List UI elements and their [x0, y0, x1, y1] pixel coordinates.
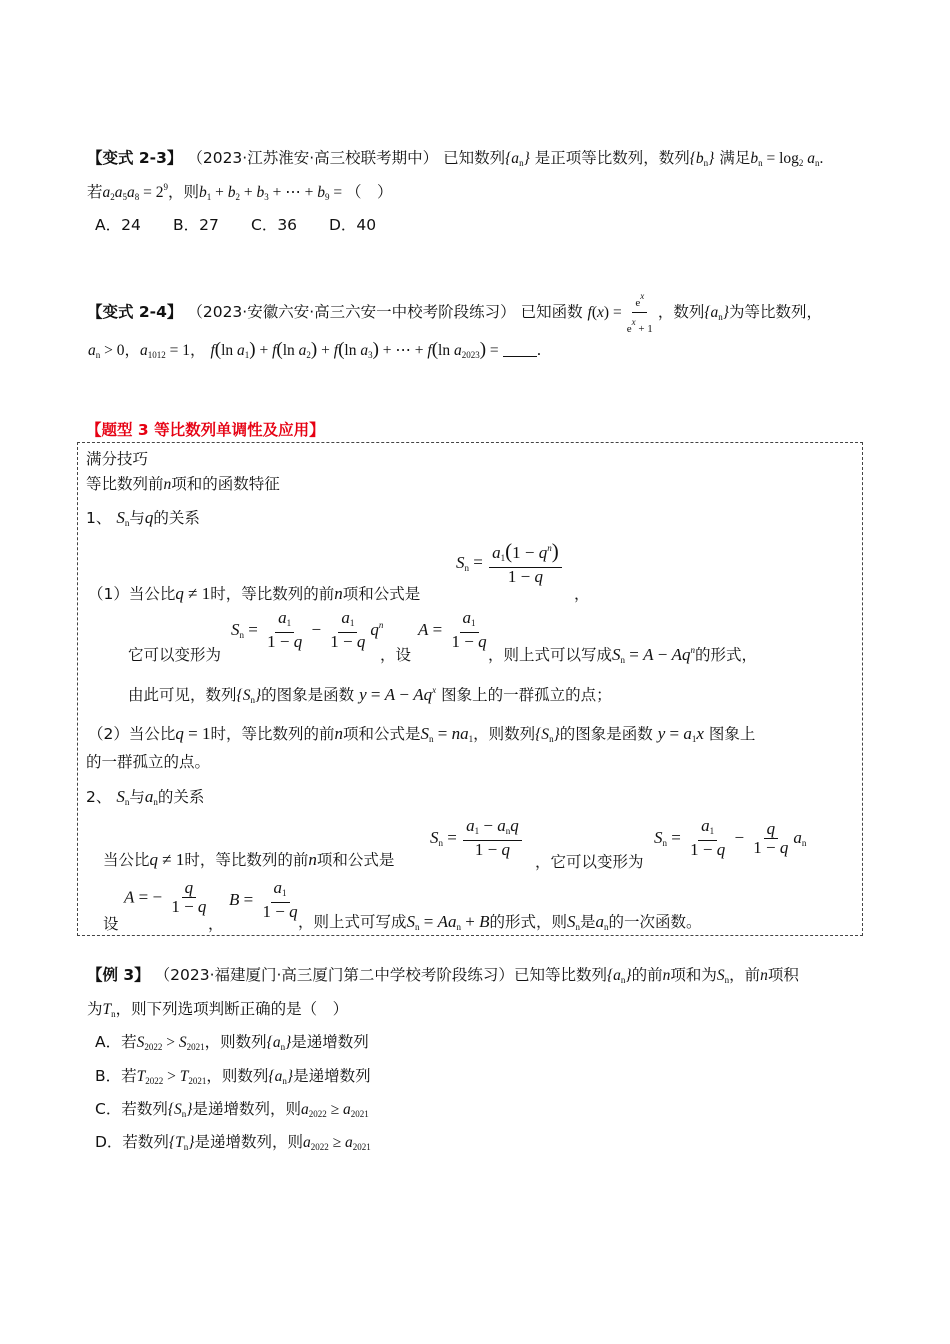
example-3-option-b[interactable]: B．若$T_{2022} > T_{2021}$，则数列$\{a_n\}$是递增数列 [95, 1067, 371, 1086]
variant-2-3-label: 【变式 2-3】 [87, 149, 183, 167]
example-3-option-d[interactable]: D．若数列$\{T_n\}$是递增数列，则$a_{2022} \ge a_{2021}$ [95, 1133, 371, 1152]
variant-2-3-option-d[interactable]: D．40 [329, 216, 377, 234]
transform-formula: $S_n$ = $\frac{a_1}{1 - q}$ − $\frac{a_1}{1 - q}$ $q^n$ [231, 608, 384, 651]
example-3-source: （2023·福建厦门·高三厦门第二中学校考阶段练习） [154, 966, 514, 984]
variant-2-4-line2: $a_n > 0$，$a_{1012} = 1$， f(ln $a_1) + f(\ln$ $a_2) + f(\ln$ $a_3$) + ⋯ + f(ln $a_{2023}$) = . [88, 339, 542, 360]
example-3-line2: 为$T_n$，则下列选项判断正确的是（ ） [87, 1000, 349, 1019]
box-subtitle: 等比数列前n项和的函数特征 [86, 475, 280, 493]
answer-blank[interactable] [503, 342, 537, 357]
variant-2-3-source: （2023·江苏淮安·高三校联考期中） [187, 149, 439, 167]
type3-title: 【题型 3 等比数列单调性及应用】 [86, 421, 325, 439]
variant-2-4-label: 【变式 2-4】 [87, 303, 183, 321]
example-3-line1: 【例 3】 （2023·福建厦门·高三厦门第二中学校考阶段练习）已知等比数列$\{a_n\}$的前n项和为$S_n$，前n项积 [87, 966, 799, 985]
variant-2-3-line1: 【变式 2-3】 （2023·江苏淮安·高三校联考期中） 已知数列$\{a_n\}$ 是正项等比数列，数列$\{b_n\}$ 满足$b_n = \log_2 a_n$. [87, 149, 824, 168]
transform-line: 它可以变形为 [128, 646, 222, 664]
variant-2-4-source: （2023·安徽六安·高三六安一中校考阶段练习） [187, 303, 516, 321]
example-3-label: 【例 3】 [87, 966, 150, 984]
section-1-heading: 1、 $S_n$与q的关系 [86, 508, 200, 528]
sum-formula-1: $S_n$ = $\frac{a_1(1 - q^n)}{1 - q}$ [456, 540, 564, 585]
transform-formula-2: $S_n$ = $\frac{a_1}{1 - q}$ − $\frac{q}{1 - q}$ $a_n$ [654, 816, 807, 859]
sum-formula-2: $S_n$ = $\frac{a_1 - a_nq}{1 - q}$ [430, 818, 524, 858]
case-2-line: （2）当公比q = 1时，等比数列的前n项和公式是$S_n = na_1$，则数列$\{S_n\}$的图象是函数 $y = a_1x$ 图象上 [88, 724, 756, 744]
variant-2-3-option-c[interactable]: C．36 [251, 216, 298, 234]
section-2-heading: 2、 $S_n$与$a_n$的关系 [86, 787, 205, 807]
graph-line: 由此可见，数列$\{S_n\}$的图象是函数 $y = A - Aq^x$ 图象上的一群孤立的点； [128, 685, 612, 705]
define-B: B = $\frac{a_1}{1 - q}$ [229, 878, 298, 921]
define-A-2: A = − $\frac{q}{1 - q}$ [124, 878, 207, 916]
box-heading: 满分技巧 [86, 450, 149, 468]
define-A: A = $\frac{a_1}{1 - q}$ [418, 608, 487, 651]
example-3-option-a[interactable]: A．若$S_{2022} > S_{2021}$，则数列$\{a_n\}$是递增数列 [95, 1033, 369, 1052]
example-3-option-c[interactable]: C．若数列$\{S_n\}$是递增数列，则$a_{2022} \ge a_{2021}$ [95, 1100, 369, 1119]
variant-2-4-line1: 【变式 2-4】 （2023·安徽六安·高三六安一中校考阶段练习） 已知函数 f(x) = $\frac{e^x}{e^x + 1}$ ，数列$\{a_n\}$为等比数列， [87, 288, 822, 337]
variant-2-3-line2: 若$a_2a_5a_8 = 2^9$，则$b_1 + b_2 + b_3$ + ⋯ + $b_9$ = （ ） [87, 182, 393, 202]
case-2-continuation: 的一群孤立的点。 [86, 753, 211, 771]
variant-2-3-option-a[interactable]: A．24 [95, 216, 141, 234]
variant-2-3-option-b[interactable]: B．27 [173, 216, 219, 234]
case-1-line: （1）当公比q ≠ 1时，等比数列的前n项和公式是 [88, 584, 421, 603]
ratio-line: 当公比q ≠ 1时，等比数列的前n项和公式是 [103, 850, 395, 869]
